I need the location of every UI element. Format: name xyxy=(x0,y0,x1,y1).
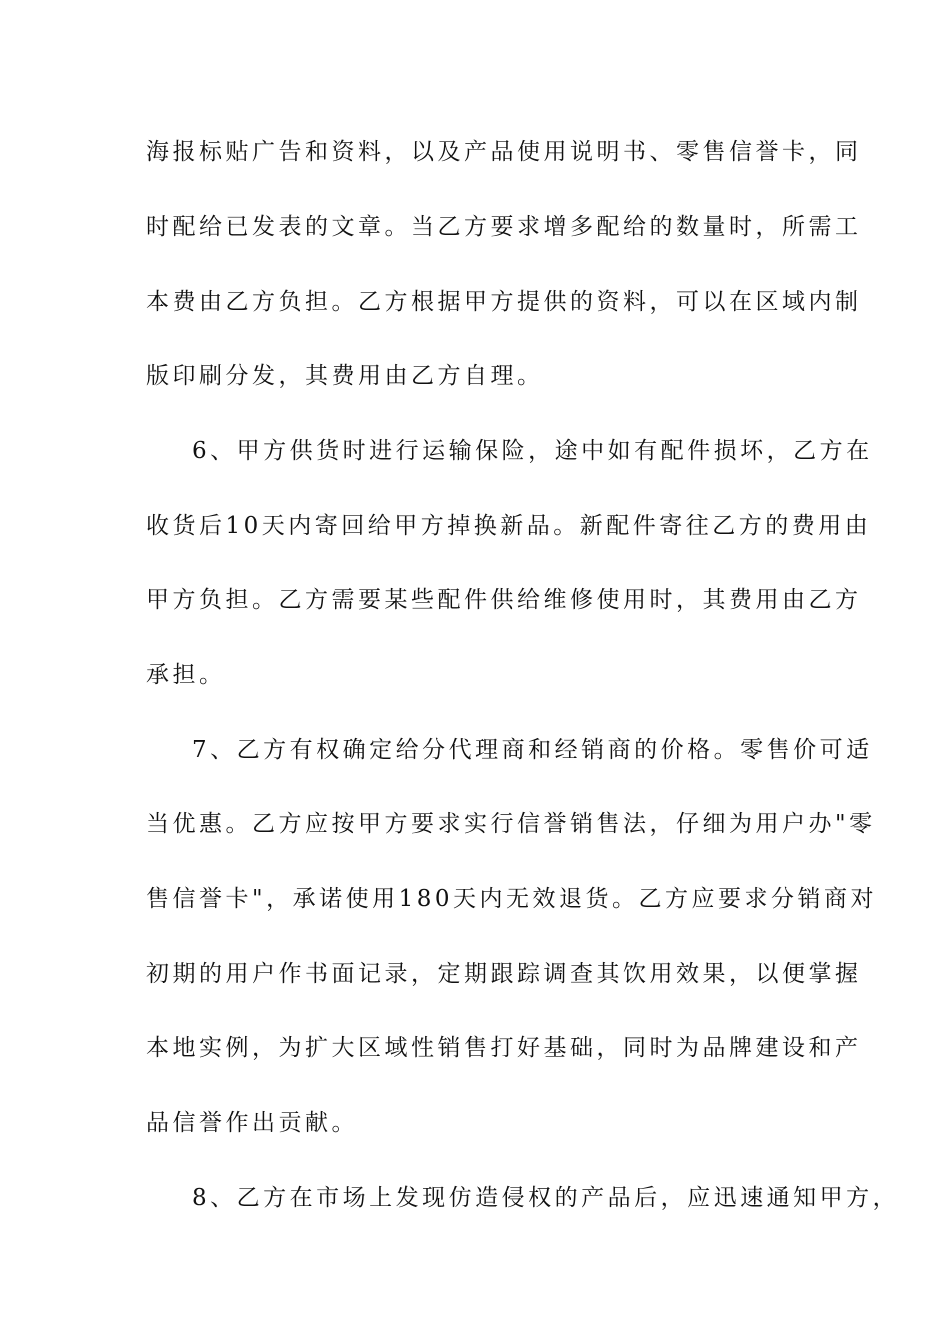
text-line: 本地实例，为扩大区域性销售打好基础，同时为品牌建设和产 xyxy=(146,1035,862,1061)
text-line: 承担。 xyxy=(146,662,226,688)
text-line: 版印刷分发，其费用由乙方自理。 xyxy=(146,363,544,389)
text-line: 初期的用户作书面记录，定期跟踪调查其饮用效果，以便掌握 xyxy=(146,961,862,987)
text-line: 本费由乙方负担。乙方根据甲方提供的资料，可以在区域内制 xyxy=(146,289,862,315)
paragraph-6-first-line: 6、甲方供货时进行运输保险，途中如有配件损坏，乙方在 xyxy=(192,438,873,464)
text-line: 售信誉卡"，承诺使用180天内无效退货。乙方应要求分销商对 xyxy=(146,886,877,912)
paragraph-7-first-line: 7、乙方有权确定给分代理商和经销商的价格。零售价可适 xyxy=(192,737,873,763)
text-line: 时配给已发表的文章。当乙方要求增多配给的数量时，所需工 xyxy=(146,214,862,240)
paragraph-8-first-line: 8、乙方在市场上发现仿造侵权的产品后，应迅速通知甲方， xyxy=(192,1185,900,1211)
text-line: 海报标贴广告和资料，以及产品使用说明书、零售信誉卡，同 xyxy=(146,139,862,165)
text-line: 品信誉作出贡献。 xyxy=(146,1110,358,1136)
text-line: 当优惠。乙方应按甲方要求实行信誉销售法，仔细为用户办"零 xyxy=(146,811,876,837)
text-line: 甲方负担。乙方需要某些配件供给维修使用时，其费用由乙方 xyxy=(146,587,862,613)
text-line: 收货后10天内寄回给甲方掉换新品。新配件寄往乙方的费用由 xyxy=(146,513,872,539)
